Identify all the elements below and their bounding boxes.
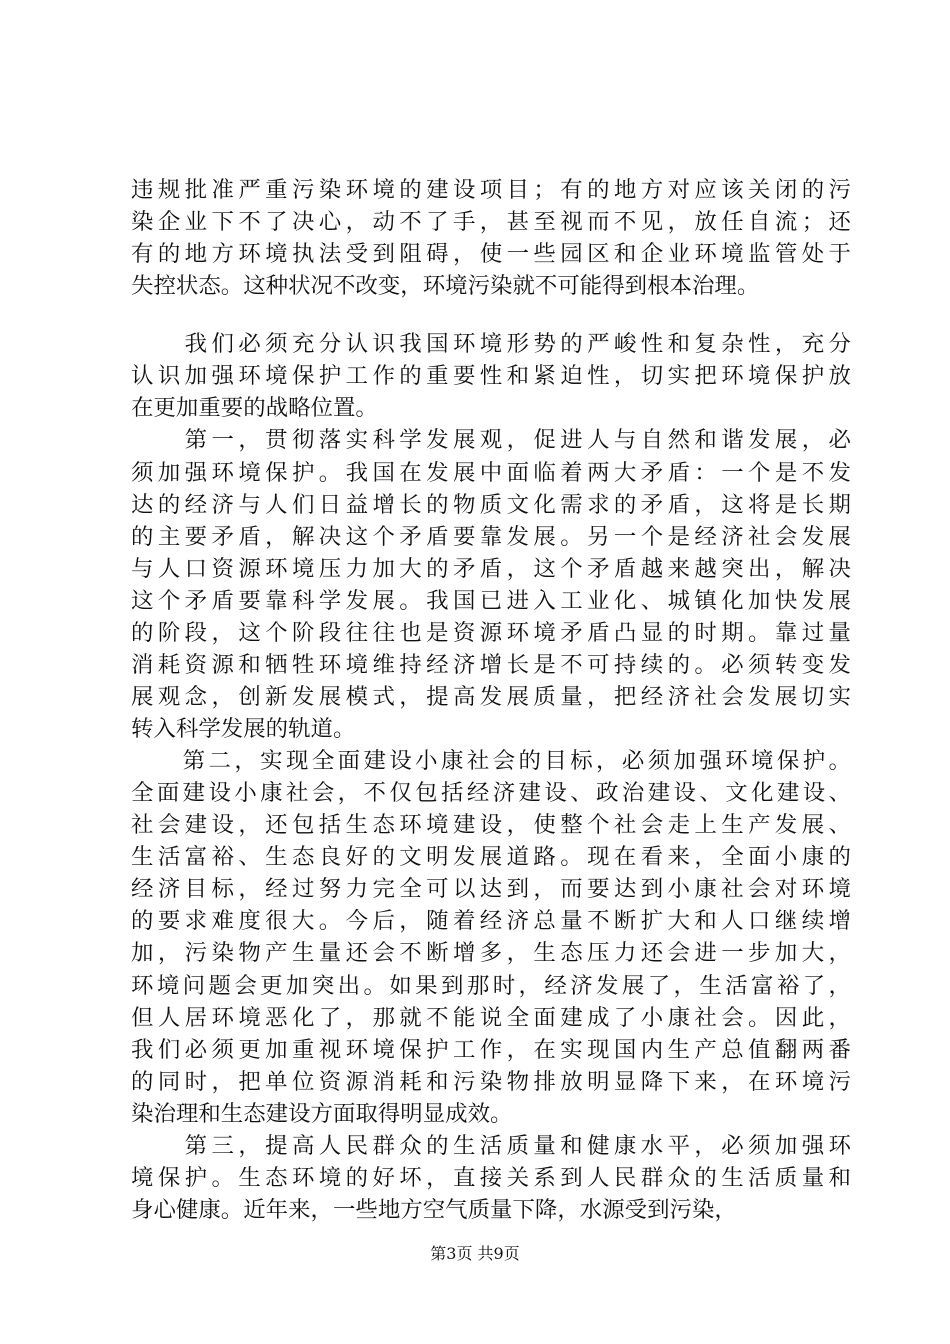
text-line: 违规批准严重污染环境的建设项目；有的地方对应该关闭的污: [131, 177, 851, 203]
text-line: 的同时，把单位资源消耗和污染物排放明显降下来，在环境污: [131, 1069, 851, 1095]
text-line: 染企业下不了决心，动不了手，甚至视而不见，放任自流；还: [131, 209, 851, 235]
text-line: 的要求难度很大。今后，随着经济总量不断扩大和人口继续增: [131, 908, 851, 934]
text-line: 展观念，创新发展模式，提高发展质量，把经济社会发展切实: [131, 684, 851, 710]
text-line: 须加强环境保护。我国在发展中面临着两大矛盾：一个是不发: [131, 460, 851, 486]
text-line: 第二，实现全面建设小康社会的目标，必须加强环境保护。: [131, 748, 851, 774]
text-line: 环境问题会更加突出。如果到那时，经济发展了，生活富裕了，: [131, 973, 851, 999]
text-line: 加，污染物产生量还会不断增多，生态压力还会进一步加大，: [131, 940, 851, 966]
text-line: 转入科学发展的轨道。: [131, 716, 356, 742]
text-line: 有的地方环境执法受到阻碍，使一些园区和企业环境监管处于: [131, 241, 851, 267]
text-line: 但人居环境恶化了，那就不能说全面建成了小康社会。因此，: [131, 1005, 851, 1031]
text-line: 的主要矛盾，解决这个矛盾要靠发展。另一个是经济社会发展: [131, 524, 851, 550]
text-line: 生活富裕、生态良好的文明发展道路。现在看来，全面小康的: [131, 844, 851, 870]
text-line: 在更加重要的战略位置。: [131, 395, 378, 421]
text-line: 染治理和生态建设方面取得明显成效。: [131, 1101, 513, 1127]
text-line: 社会建设，还包括生态环境建设，使整个社会走上生产发展、: [131, 812, 851, 838]
text-line: 全面建设小康社会，不仅包括经济建设、政治建设、文化建设、: [131, 780, 851, 806]
text-line: 我们必须更加重视环境保护工作，在实现国内生产总值翻两番: [131, 1037, 851, 1063]
text-line: 与人口资源环境压力加大的矛盾，这个矛盾越来越突出，解决: [131, 556, 851, 582]
text-line: 失控状态。这种状况不改变，环境污染就不可能得到根本治理。: [131, 273, 760, 299]
text-line: 我们必须充分认识我国环境形势的严峻性和复杂性，充分: [131, 331, 851, 357]
text-line: 经济目标，经过努力完全可以达到，而要达到小康社会对环境: [131, 876, 851, 902]
text-line: 第一，贯彻落实科学发展观，促进人与自然和谐发展，必: [131, 427, 851, 453]
text-line: 身心健康。近年来，一些地方空气质量下降，水源受到污染，: [131, 1197, 737, 1223]
text-line: 这个矛盾要靠科学发展。我国已进入工业化、城镇化加快发展: [131, 588, 851, 614]
text-line: 认识加强环境保护工作的重要性和紧迫性，切实把环境保护放: [131, 363, 851, 389]
text-line: 达的经济与人们日益增长的物质文化需求的矛盾，这将是长期: [131, 492, 851, 518]
text-line: 境保护。生态环境的好坏，直接关系到人民群众的生活质量和: [131, 1165, 851, 1191]
page-footer: 第3页 共9页: [430, 1244, 520, 1263]
text-line: 的阶段，这个阶段往往也是资源环境矛盾凸显的时期。靠过量: [131, 620, 851, 646]
text-line: 消耗资源和牺牲环境维持经济增长是不可持续的。必须转变发: [131, 652, 851, 678]
text-line: 第三，提高人民群众的生活质量和健康水平，必须加强环: [131, 1133, 851, 1159]
